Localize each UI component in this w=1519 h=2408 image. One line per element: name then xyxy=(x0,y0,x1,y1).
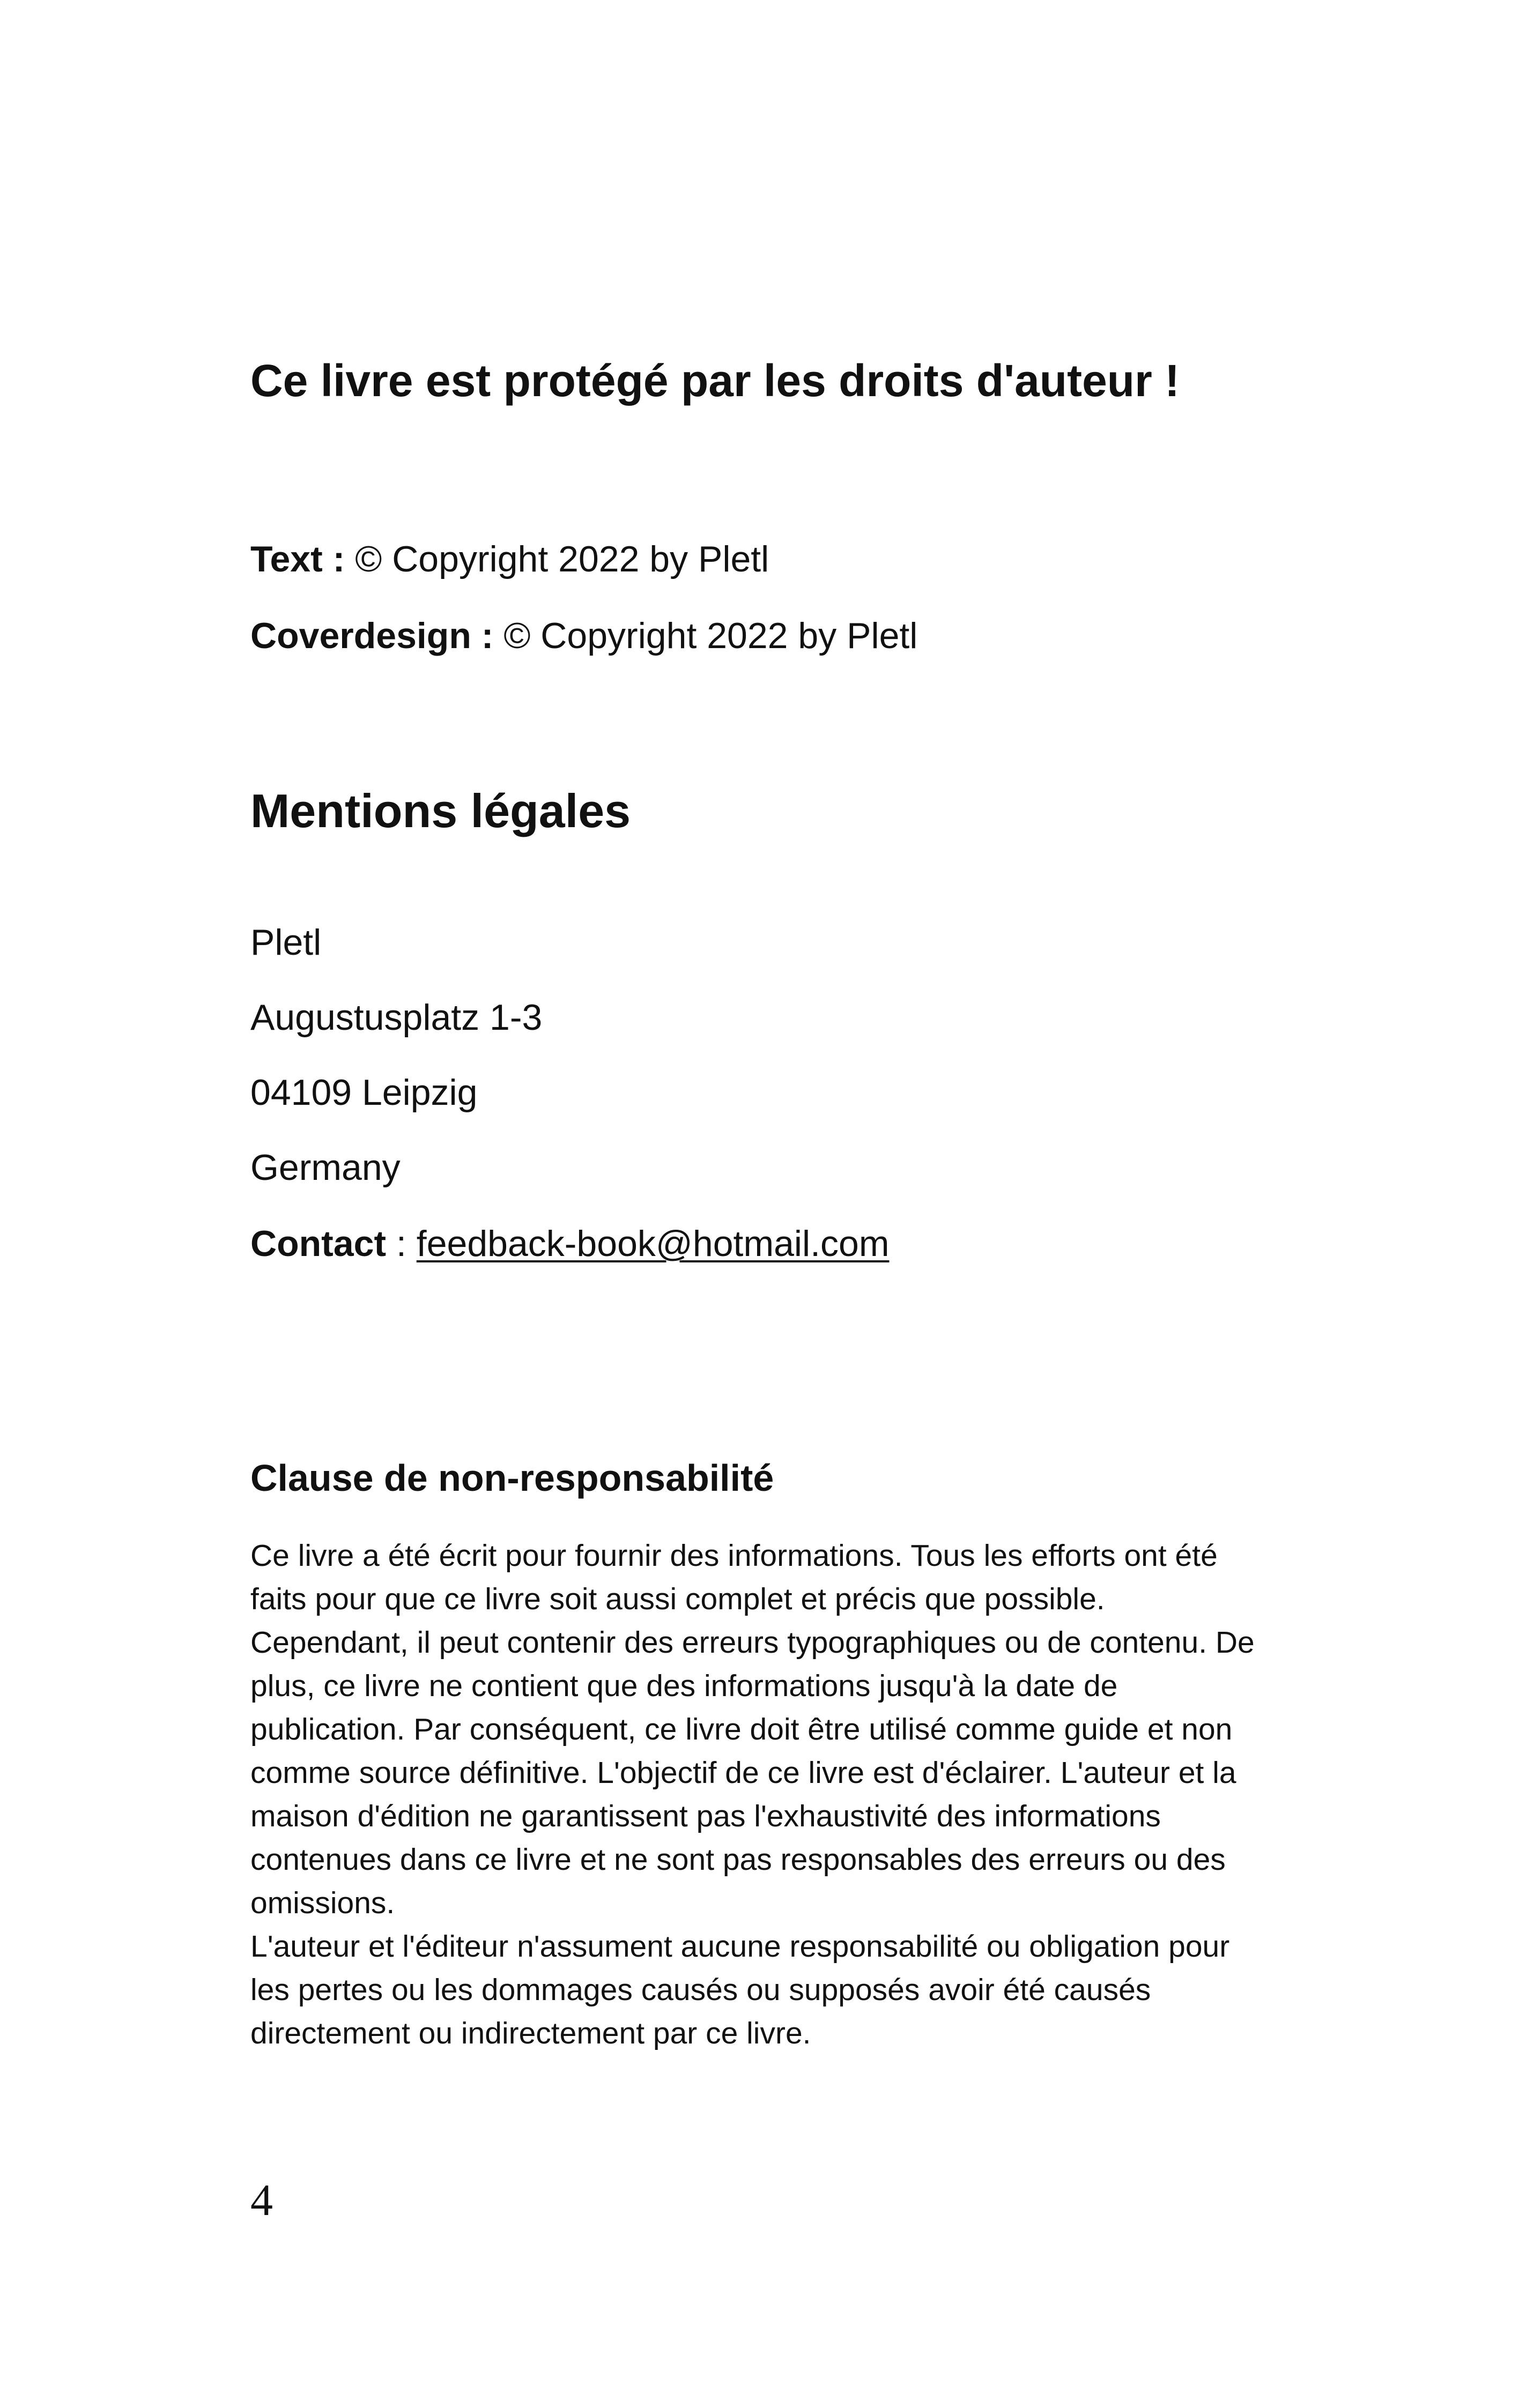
text-credit xyxy=(250,538,769,582)
contact-label: Contact xyxy=(250,1223,387,1264)
cover-credit xyxy=(250,614,917,658)
disclaimer-paragraph-2: L'auteur et l'éditeur n'assument aucune responsabilité ou obligation pour les pertes ou les dommages causés ou supposés avoir été causés directement ou indirectement par ce livre. xyxy=(250,1929,1230,2050)
text-credit-label: Text : xyxy=(250,539,345,579)
disclaimer-heading: Clause de non-responsabilité xyxy=(250,1457,774,1499)
cover-credit-value: © Copyright 2022 by Pletl xyxy=(493,615,918,656)
contact-email-link[interactable]: feedback-book@hotmail.com xyxy=(416,1223,890,1264)
legal-heading: Mentions légales xyxy=(250,784,631,837)
contact-separator: : xyxy=(386,1223,417,1264)
publisher-name: Pletl xyxy=(250,922,322,963)
disclaimer-body xyxy=(250,1534,1269,2055)
disclaimer-paragraph-1: Ce livre a été écrit pour fournir des informations. Tous les efforts ont été faits pour que ce livre soit aussi complet et précis que possible. Cependant, il peut contenir des erreurs typographiques ou de contenu. De plus, ce livre ne contient que des informations jusqu'à la date de publication. Par conséquent, ce livre doit être utilisé comme guide et non comme source définitive. L'objectif de ce livre est d'éclairer. L'auteur et la maison d'édition ne garantissent pas l'exhaustivité des informations contenues dans ce livre et ne sont pas responsables des erreurs ou des omissions. xyxy=(250,1539,1255,1920)
contact-line xyxy=(250,1222,889,1266)
publisher-city: 04109 Leipzig xyxy=(250,1072,478,1113)
publisher-country: Germany xyxy=(250,1147,401,1188)
page-number: 4 xyxy=(250,2175,273,2225)
publisher-street: Augustusplatz 1-3 xyxy=(250,997,543,1038)
cover-credit-label: Coverdesign : xyxy=(250,615,494,656)
text-credit-value: © Copyright 2022 by Pletl xyxy=(345,539,769,579)
page-title: Ce livre est protégé par les droits d'auteur ! xyxy=(250,355,1180,406)
